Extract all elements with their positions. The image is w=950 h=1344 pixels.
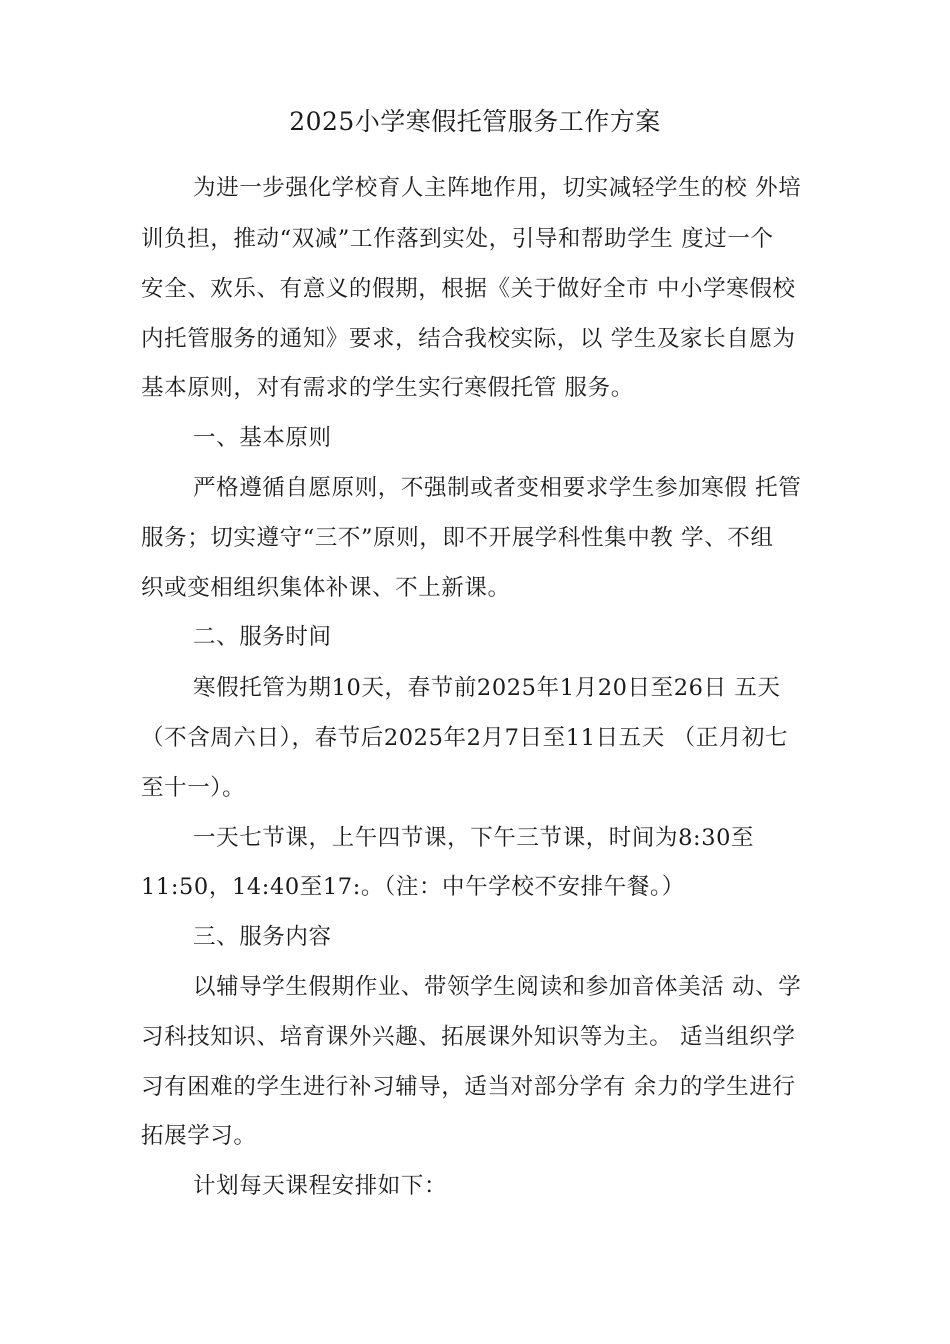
schedule-intro-line: 计划每天课程安排如下： — [193, 1173, 448, 1199]
time-line-1: 寒假托管为期10天，春节前2025年1月20日至26日 五天 — [193, 675, 781, 701]
time-line-5: 11:50，14:40至17:。（注：中午学校不安排午餐。） — [141, 874, 685, 900]
intro-line-3: 安全、欢乐、有意义的假期，根据《关于做好全市 中小学寒假校 — [141, 276, 796, 302]
time-line-2: （不含周六日），春节后2025年2月7日至11日五天 （正月初七 — [141, 725, 789, 751]
section-heading-content: 三、服务内容 — [193, 924, 332, 950]
document-title: 2025小学寒假托管服务工作方案 — [289, 107, 661, 136]
content-line-1: 以辅导学生假期作业、带领学生阅读和参加音体美活 动、学 — [193, 974, 802, 1000]
content-line-4: 拓展学习。 — [141, 1123, 257, 1149]
section-heading-time: 二、服务时间 — [193, 624, 332, 650]
content-line-3: 习有困难的学生进行补习辅导，适当对部分学有 余力的学生进行 — [141, 1074, 796, 1100]
intro-line-5: 基本原则，对有需求的学生实行寒假托管 服务。 — [141, 375, 634, 401]
principles-line-2: 服务；切实遵守“三不”原则，即不开展学科性集中教 学、不组 — [141, 525, 774, 551]
intro-line-2: 训负担，推动“双减”工作落到实处，引导和帮助学生 度过一个 — [141, 226, 774, 252]
content-line-2: 习科技知识、培育课外兴趣、拓展课外知识等为主。 适当组织学 — [141, 1024, 796, 1050]
section-heading-principles: 一、基本原则 — [193, 425, 332, 451]
intro-line-1: 为进一步强化学校育人主阵地作用，切实减轻学生的校 外培 — [193, 175, 802, 201]
time-line-4: 一天七节课，上午四节课，下午三节课，时间为8:30至 — [193, 825, 755, 851]
principles-line-1: 严格遵循自愿原则，不强制或者变相要求学生参加寒假 托管 — [193, 475, 802, 501]
time-line-3: 至十一）。 — [141, 775, 246, 801]
intro-line-4: 内托管服务的通知》要求，结合我校实际，以 学生及家长自愿为 — [141, 326, 796, 352]
principles-line-3: 织或变相组织集体补课、不上新课。 — [141, 575, 511, 601]
